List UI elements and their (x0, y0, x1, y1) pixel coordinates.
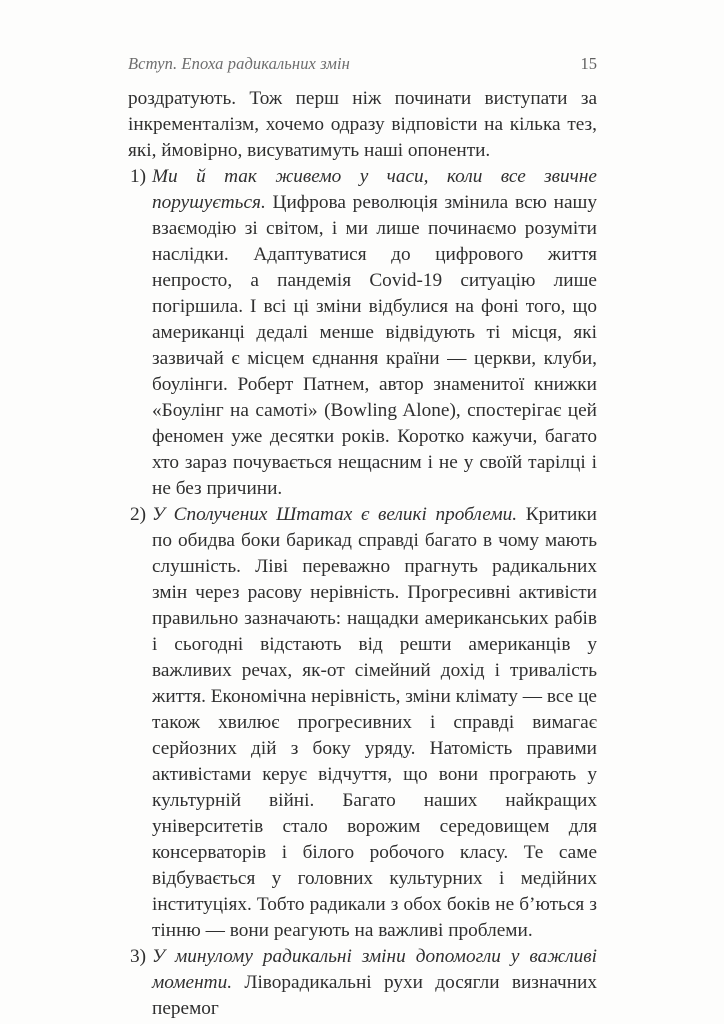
list-item-2-body: Критики по обидва боки барикад справді багато в чому мають слушність. Ліві переважно прагнуть радикальних змін через расову нерівність. Прогресивні активісти правильно зазначають: нащадки американських рабів і сьогодні відстають від решти американців у важливих речах, як-от сімейний дохід і тривалість життя. Економічна нерівність, зміни клімату — все це також хвилює прогресивних і справді вимагає серйозних дій з боку уряду. Натомість правими активістами керує відчуття, що вони програють у культурній війні. Багато наших найкращих університетів стало ворожим середовищем для консерваторів і білого робочого класу. Те саме відбувається у головних культурних і медійних інституціях. Тобто радикали з обох боків не б’ються з тінню — вони реагують на важливі проблеми. (152, 504, 597, 941)
list-item-3-body: Ліворадикальні рухи досягли визначних перемог (152, 972, 597, 1019)
list-item-2 (128, 502, 597, 944)
list-item-1-text (152, 164, 597, 502)
text-block (128, 86, 597, 1022)
running-head (128, 54, 597, 74)
list-item-3-text (152, 944, 597, 1022)
list-item-3 (128, 944, 597, 1022)
list-item-1-body: Цифрова революція змінила всю нашу взаємодію зі світом, і ми лише починаємо розуміти наслідки. Адаптуватися до цифрового життя непросто, а пандемія Covid-19 ситуацію лише погіршила. І всі ці зміни відбулися на фоні того, що американці дедалі менше відвідують ті місця, які зазвичай є місцем єднання країни — церкви, клуби, боулінги. Роберт Патнем, автор знаменитої книжки «Боулінг на самоті» (Bowling Alone), спостерігає цей феномен уже десятки років. Коротко кажучи, багато хто зараз почувається нещасним і не у своїй тарілці і не без причини. (152, 192, 598, 499)
list-item-1-number: 1) (130, 166, 147, 187)
list-item-3-number: 3) (130, 946, 147, 967)
chapter-title: Вступ. Епоха радикальних змін (128, 54, 350, 73)
list-item-2-text (152, 502, 597, 944)
list-item-3-lead: У минулому радикальні зміни допомогли у важливі моменти. (152, 946, 597, 993)
list-item-1 (128, 164, 597, 502)
list-item-2-number: 2) (130, 504, 147, 525)
page-number: 15 (580, 54, 597, 73)
list-item-1-lead: Ми й так живемо у часи, коли все звичне порушується. (152, 166, 597, 213)
numbered-list (128, 164, 597, 1022)
list-item-2-lead: У Сполучених Штатах є великі проблеми. (152, 504, 518, 525)
intro-paragraph: роздратують. Тож перш ніж починати виступати за інкременталізм, хочемо одразу відповісти на кілька тез, які, ймовірно, висуватимуть наші опоненти. (128, 88, 597, 161)
